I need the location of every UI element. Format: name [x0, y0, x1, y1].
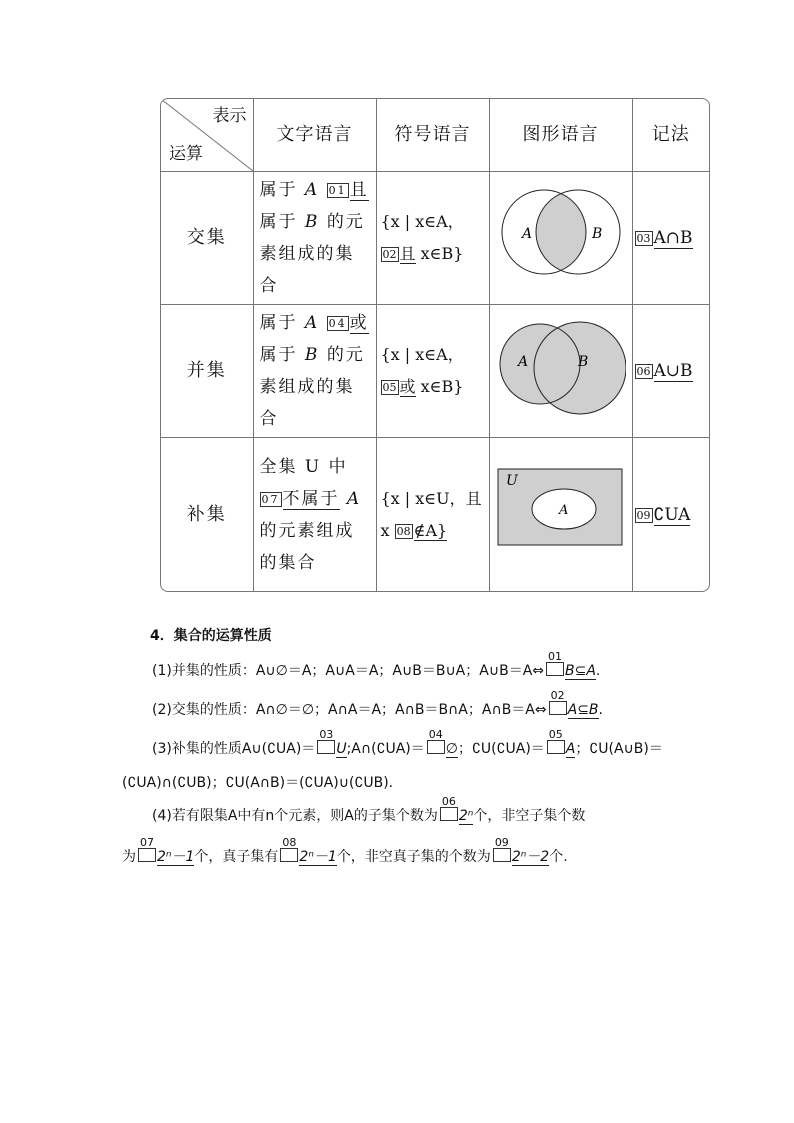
answer-blank: 2ⁿ [458, 808, 474, 824]
svg-text:B: B [591, 226, 602, 243]
svg-text:A: A [517, 353, 528, 370]
answer-blank: ∉A} [413, 520, 448, 540]
answer-box: 01 [546, 662, 564, 676]
col-header-notation: 记法 [632, 99, 709, 171]
set-operations-table [160, 98, 710, 592]
svg-text:U: U [505, 473, 518, 490]
answer-blank: 或 [349, 313, 369, 334]
col-header-words: 文字语言 [253, 99, 376, 171]
answer-box: 08 [280, 848, 298, 862]
property-complement-line2: (∁UA)∩(∁UB)；∁U(A∩B)＝(∁UA)∪(∁UB). [122, 775, 394, 791]
notation-cell [632, 304, 709, 437]
answer-blank: 或 [399, 377, 416, 397]
op-name: 补集 [161, 438, 253, 591]
property-complement: (3)补集的性质A∪(∁UA)＝ 03 U;A∩(∁UA)＝ 04 ∅；∁U(∁UA)＝ 05 A；∁U(A∪B)＝ [152, 728, 663, 757]
svg-text:A: A [558, 503, 568, 519]
words-cell: 全集 U 中 07 不属于 A 的元素组成 的集合 [253, 438, 376, 591]
intersection-venn-diagram [496, 182, 626, 282]
corner-header-cell [161, 99, 253, 171]
words-cell: 属于 A 04 或 属于 B 的元 素组成的集合 [253, 304, 376, 437]
answer-blank: A∩B [653, 227, 693, 248]
symbol-cell: {x | x∈U，且 x 08 ∉A} [376, 438, 489, 591]
blank-tag: 04 [328, 317, 347, 331]
property-intersection: (2)交集的性质：A∩∅＝∅；A∩A＝A；A∩B＝B∩A；A∩B＝A⇔ 02 A⊆B. [152, 689, 603, 718]
property-finite-set: (4)若有限集A中有n个元素，则A的子集个数为 06 2ⁿ个，非空子集个数 [152, 795, 586, 824]
corner-bottom-label: 运算 [169, 143, 203, 164]
blank-tag: 09 [636, 508, 651, 522]
blank-tag: 07 [261, 492, 280, 506]
col-header-symbols: 符号语言 [376, 99, 489, 171]
answer-blank: ∁UA [653, 504, 691, 525]
blank-tag: 02 [382, 247, 397, 261]
table-row-intersection [161, 171, 709, 304]
property-finite-set-line2: 为 07 2ⁿ－1个，真子集有 08 2ⁿ－1个，非空真子集的个数为 09 2ⁿ－2个. [122, 836, 568, 865]
answer-blank: ∅ [445, 741, 458, 757]
notation-cell [632, 171, 709, 304]
union-venn-diagram [496, 316, 626, 416]
answer-blank: A [565, 741, 576, 757]
corner-top-label: 表示 [212, 106, 247, 126]
op-name: 并集 [161, 304, 253, 437]
venn-cell [489, 171, 632, 304]
answer-box: 05 [547, 740, 565, 754]
answer-box: 09 [493, 848, 511, 862]
blank-tag: 06 [636, 365, 651, 379]
answer-blank: 2ⁿ－1 [157, 849, 195, 865]
answer-box: 07 [138, 848, 156, 862]
blank-tag: 05 [382, 381, 397, 395]
table-row-complement [161, 438, 709, 591]
blank-tag: 01 [328, 183, 347, 197]
table-row-union [161, 304, 709, 437]
col-header-diagram: 图形语言 [489, 99, 632, 171]
blank-tag: 08 [396, 524, 411, 538]
answer-box: 04 [427, 740, 445, 754]
answer-blank: A⊆B [567, 702, 599, 718]
answer-blank: 且 [399, 243, 416, 263]
symbol-cell: {x | x∈A， 02 且 x∈B} [376, 171, 489, 304]
blank-tag: 03 [636, 231, 651, 245]
answer-box: 03 [317, 740, 335, 754]
venn-cell [489, 438, 632, 591]
answer-blank: 且 [349, 179, 369, 200]
words-cell: 属于 A 01 且 属于 B 的元 素组成的集合 [253, 171, 376, 304]
property-union: (1)并集的性质：A∪∅＝A；A∪A＝A；A∪B＝B∪A；A∪B＝A⇔ 01 B⊆A. [152, 650, 601, 679]
venn-cell [489, 304, 632, 437]
answer-blank: U [336, 741, 347, 757]
notation-cell [632, 438, 709, 591]
svg-text:A: A [521, 226, 532, 243]
svg-text:B: B [577, 353, 588, 370]
answer-blank: A∪B [653, 361, 693, 382]
op-name: 交集 [161, 171, 253, 304]
answer-box: 06 [440, 807, 458, 821]
symbol-cell: {x | x∈A， 05 或 x∈B} [376, 304, 489, 437]
answer-blank: B⊆A [565, 663, 596, 679]
answer-blank: 2ⁿ－2 [511, 849, 550, 865]
answer-blank: 2ⁿ－1 [299, 849, 337, 865]
answer-blank: 不属于 [282, 488, 340, 509]
complement-venn-diagram [496, 467, 626, 551]
section-title: 4．集合的运算性质 [150, 628, 272, 644]
answer-box: 02 [549, 701, 567, 715]
